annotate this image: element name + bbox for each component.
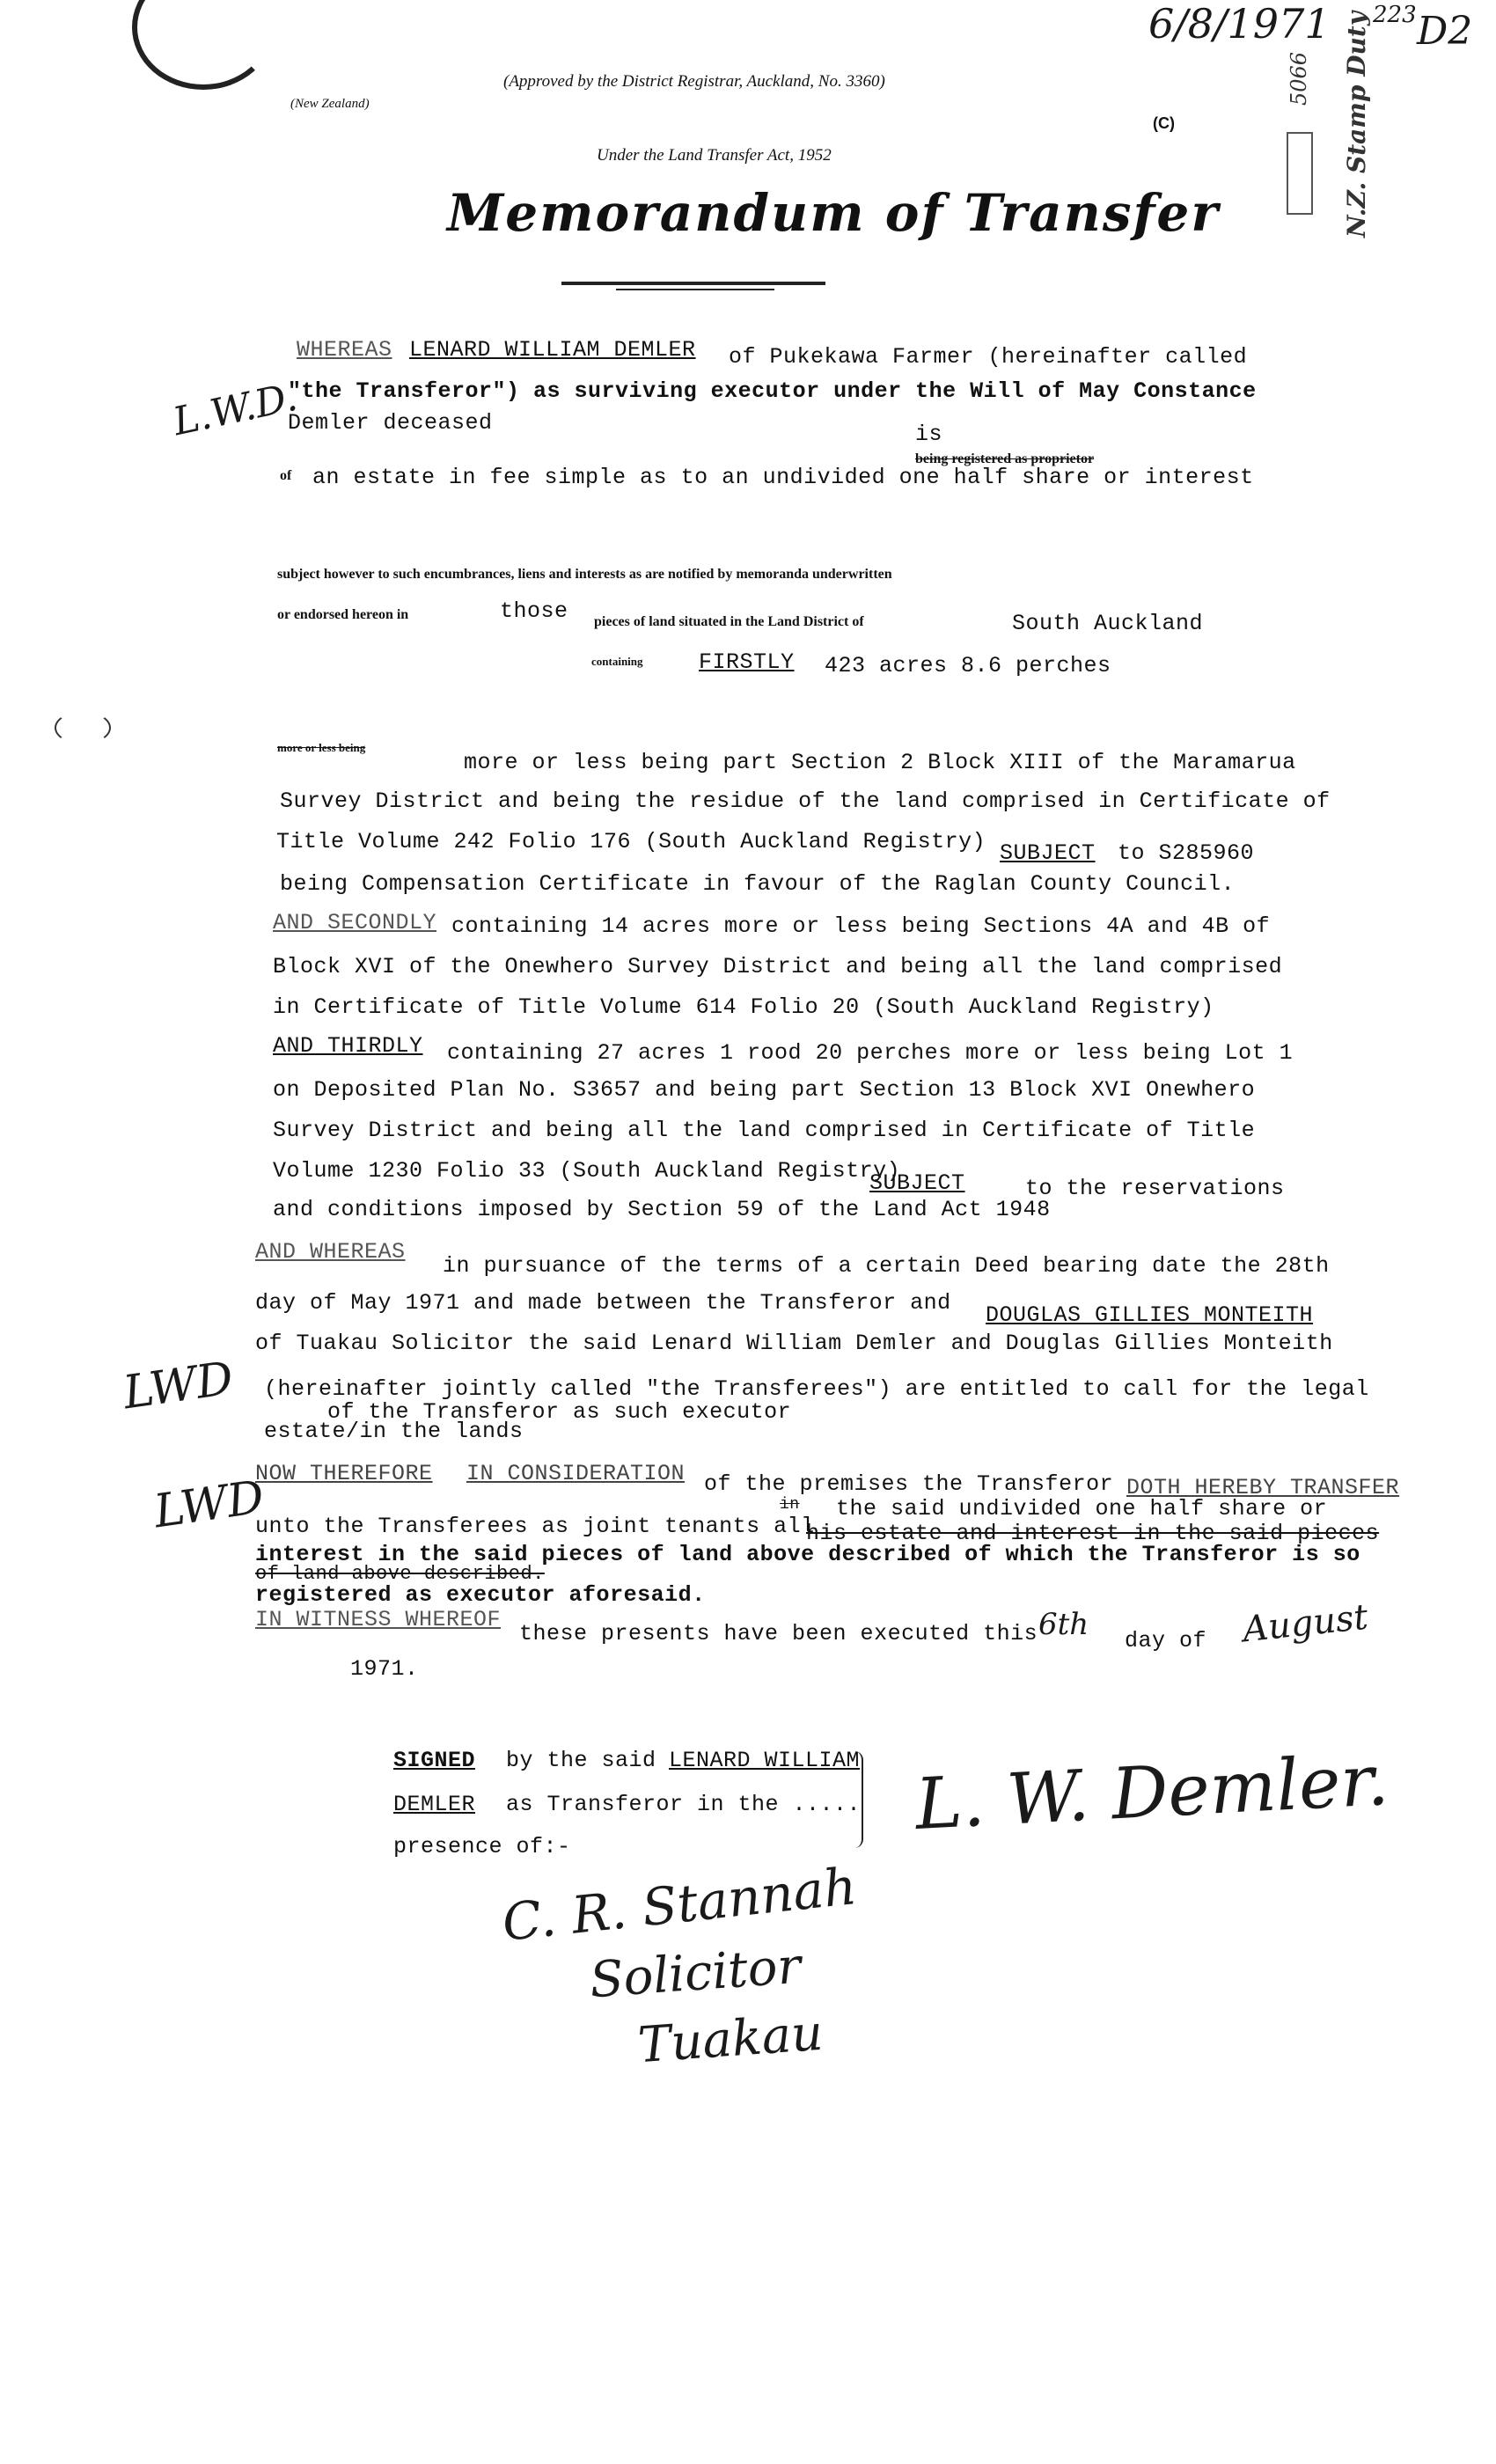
operative-line4: registered as executor aforesaid. xyxy=(255,1582,706,1608)
land-line10: Survey District and being all the land comprised in Certificate of Title xyxy=(273,1118,1256,1143)
side-stamp-box xyxy=(1287,132,1313,215)
witness-place: Tuakau xyxy=(635,2004,825,2075)
act-line: Under the Land Transfer Act, 1952 xyxy=(597,146,832,165)
endorsed-print: or endorsed hereon in xyxy=(277,607,409,622)
pieces-print: pieces of land situated in the Land District of xyxy=(594,614,864,629)
recital-line2: "the Transferor") as surviving executor under the Will of May Constance xyxy=(288,378,1257,404)
land-line11: Volume 1230 Folio 33 (South Auckland Registry) xyxy=(273,1158,901,1184)
margin-initials-3: LWD xyxy=(150,1470,268,1539)
corner-stamp-mark xyxy=(132,0,275,90)
signing-brace xyxy=(849,1751,863,1848)
day-handwritten: 6th xyxy=(1038,1607,1089,1642)
margin-initials-1: L.W.D. xyxy=(169,374,302,445)
operative-insert-half: the said undivided one half share or xyxy=(836,1496,1328,1522)
signed-label: SIGNED xyxy=(393,1748,476,1773)
land-line9: on Deposited Plan No. S3657 and being part Section 13 Block XVI Onewhero xyxy=(273,1077,1256,1103)
doth-transfer: DOTH HEREBY TRANSFER xyxy=(1126,1475,1400,1500)
deed-line2: day of May 1971 and made between the Transferor and xyxy=(255,1290,951,1316)
operative-line2: unto the Transferees as joint tenants all xyxy=(255,1514,815,1539)
secondly-label: AND SECONDLY xyxy=(273,910,437,935)
deed-line5: estate/in the lands xyxy=(264,1419,524,1444)
day-of: day of xyxy=(1125,1628,1207,1654)
code-c: (C) xyxy=(1153,114,1175,132)
signing-line1: by the said xyxy=(506,1748,656,1773)
deed-insert-executor: of the Transferor as such executor xyxy=(327,1399,792,1425)
those-text: those xyxy=(500,598,568,624)
subject-line: subject however to such encumbrances, liens and interests as are notified by memoranda underwritten xyxy=(277,567,892,582)
land-subject-1: SUBJECT xyxy=(1000,840,1096,866)
firstly-label: FIRSTLY xyxy=(699,649,795,675)
land-line3: Title Volume 242 Folio 176 (South Auckland Registry) xyxy=(276,829,986,854)
transferor-name: LENARD WILLIAM DEMLER xyxy=(409,337,696,363)
transferor-signature: L. W. Demler. xyxy=(913,1738,1391,1846)
margin-initials-2: LWD xyxy=(120,1352,237,1420)
side-stamp-duty: N.Z. Stamp Duty xyxy=(1342,11,1371,238)
date-stamp: 6/8/1971 xyxy=(1148,0,1331,48)
page-title: Memorandum of Transfer xyxy=(447,183,1220,243)
recital-line1: of Pukekawa Farmer (hereinafter called xyxy=(729,344,1248,370)
whereas-label: WHEREAS xyxy=(297,337,392,363)
land-line3b: to S285960 xyxy=(1118,840,1255,866)
country-label: (New Zealand) xyxy=(290,97,370,111)
land-line1: more or less being part Section 2 Block XIII of the Maramarua xyxy=(464,750,1296,775)
estate-line: an estate in fee simple as to an undivided one half share or interest xyxy=(312,465,1254,490)
land-line8: containing 27 acres 1 rood 20 perches more or less being Lot 1 xyxy=(447,1040,1294,1066)
more-less-print: more or less being xyxy=(277,741,366,754)
containing-print: containing xyxy=(591,655,643,668)
now-therefore-label: NOW THEREFORE xyxy=(255,1461,433,1486)
operative-struck-3: of land above described. xyxy=(255,1563,545,1585)
signer-name-1: LENARD WILLIAM xyxy=(669,1748,861,1773)
witness-title: Solicitor xyxy=(588,1937,803,2010)
approved-line: (Approved by the District Registrar, Auckland, No. 3360) xyxy=(503,72,885,91)
is-insert: is xyxy=(915,422,943,447)
year-text: 1971. xyxy=(350,1656,419,1682)
operative-line5: these presents have been executed this xyxy=(519,1621,1038,1646)
land-line5: containing 14 acres more or less being Sections 4A and 4B of xyxy=(451,913,1271,939)
operative-line1: of the premises the Transferor xyxy=(704,1471,1114,1497)
firstly-area: 423 acres 8.6 perches xyxy=(825,653,1111,678)
signing-line2: as Transferor in the ..... xyxy=(506,1792,862,1817)
thirdly-label: AND THIRDLY xyxy=(273,1033,423,1059)
signing-line3: presence of:- xyxy=(393,1834,571,1859)
deed-line4: (hereinafter jointly called "the Transferees") are entitled to call for the legal xyxy=(264,1376,1369,1402)
deed-line1: in pursuance of the terms of a certain Deed bearing date the 28th xyxy=(443,1253,1330,1279)
witness-signature: C. R. Stannah xyxy=(499,1856,860,1953)
in-struck: in xyxy=(780,1496,800,1514)
registered-struck: being registered as proprietor xyxy=(915,451,1095,466)
land-line2: Survey District and being the residue of the land comprised in Certificate of xyxy=(280,788,1331,814)
land-line12: and conditions imposed by Section 59 of the Land Act 1948 xyxy=(273,1197,1051,1222)
consideration-label: IN CONSIDERATION xyxy=(466,1461,686,1486)
in-witness-label: IN WITNESS WHEREOF xyxy=(255,1607,502,1632)
operative-line3: interest in the said pieces of land above described of which the Transferor is so xyxy=(255,1542,1360,1567)
recital-line3: Demler deceased xyxy=(288,410,493,436)
land-line7: in Certificate of Title Volume 614 Folio 20 (South Auckland Registry) xyxy=(273,994,1214,1020)
land-line4: being Compensation Certificate in favour of the Raglan County Council. xyxy=(280,871,1236,897)
title-rule xyxy=(561,282,825,285)
and-whereas-label: AND WHEREAS xyxy=(255,1239,406,1265)
land-line11b: to the reservations xyxy=(1025,1176,1285,1201)
punch-hole-mark xyxy=(55,711,111,744)
operative-struck-2: his estate and interest in the said pieces xyxy=(806,1521,1380,1546)
signer-name-2: DEMLER xyxy=(393,1792,476,1817)
title-rule-thin xyxy=(616,289,774,290)
ref-number-top: 223 xyxy=(1373,2,1417,28)
month-handwritten: August xyxy=(1240,1596,1370,1651)
deed-line3: of Tuakau Solicitor the said Lenard William Demler and Douglas Gillies Monteith xyxy=(255,1331,1333,1356)
district-text: South Auckland xyxy=(1012,611,1204,636)
estate-prefix: of xyxy=(280,468,292,483)
land-line6: Block XVI of the Onewhero Survey District and being all the land comprised xyxy=(273,954,1283,979)
deed-name: DOUGLAS GILLIES MONTEITH xyxy=(986,1302,1314,1328)
side-number: 5066 xyxy=(1287,51,1311,106)
ref-d2: D2 xyxy=(1417,9,1473,54)
land-subject-2: SUBJECT xyxy=(869,1170,965,1196)
